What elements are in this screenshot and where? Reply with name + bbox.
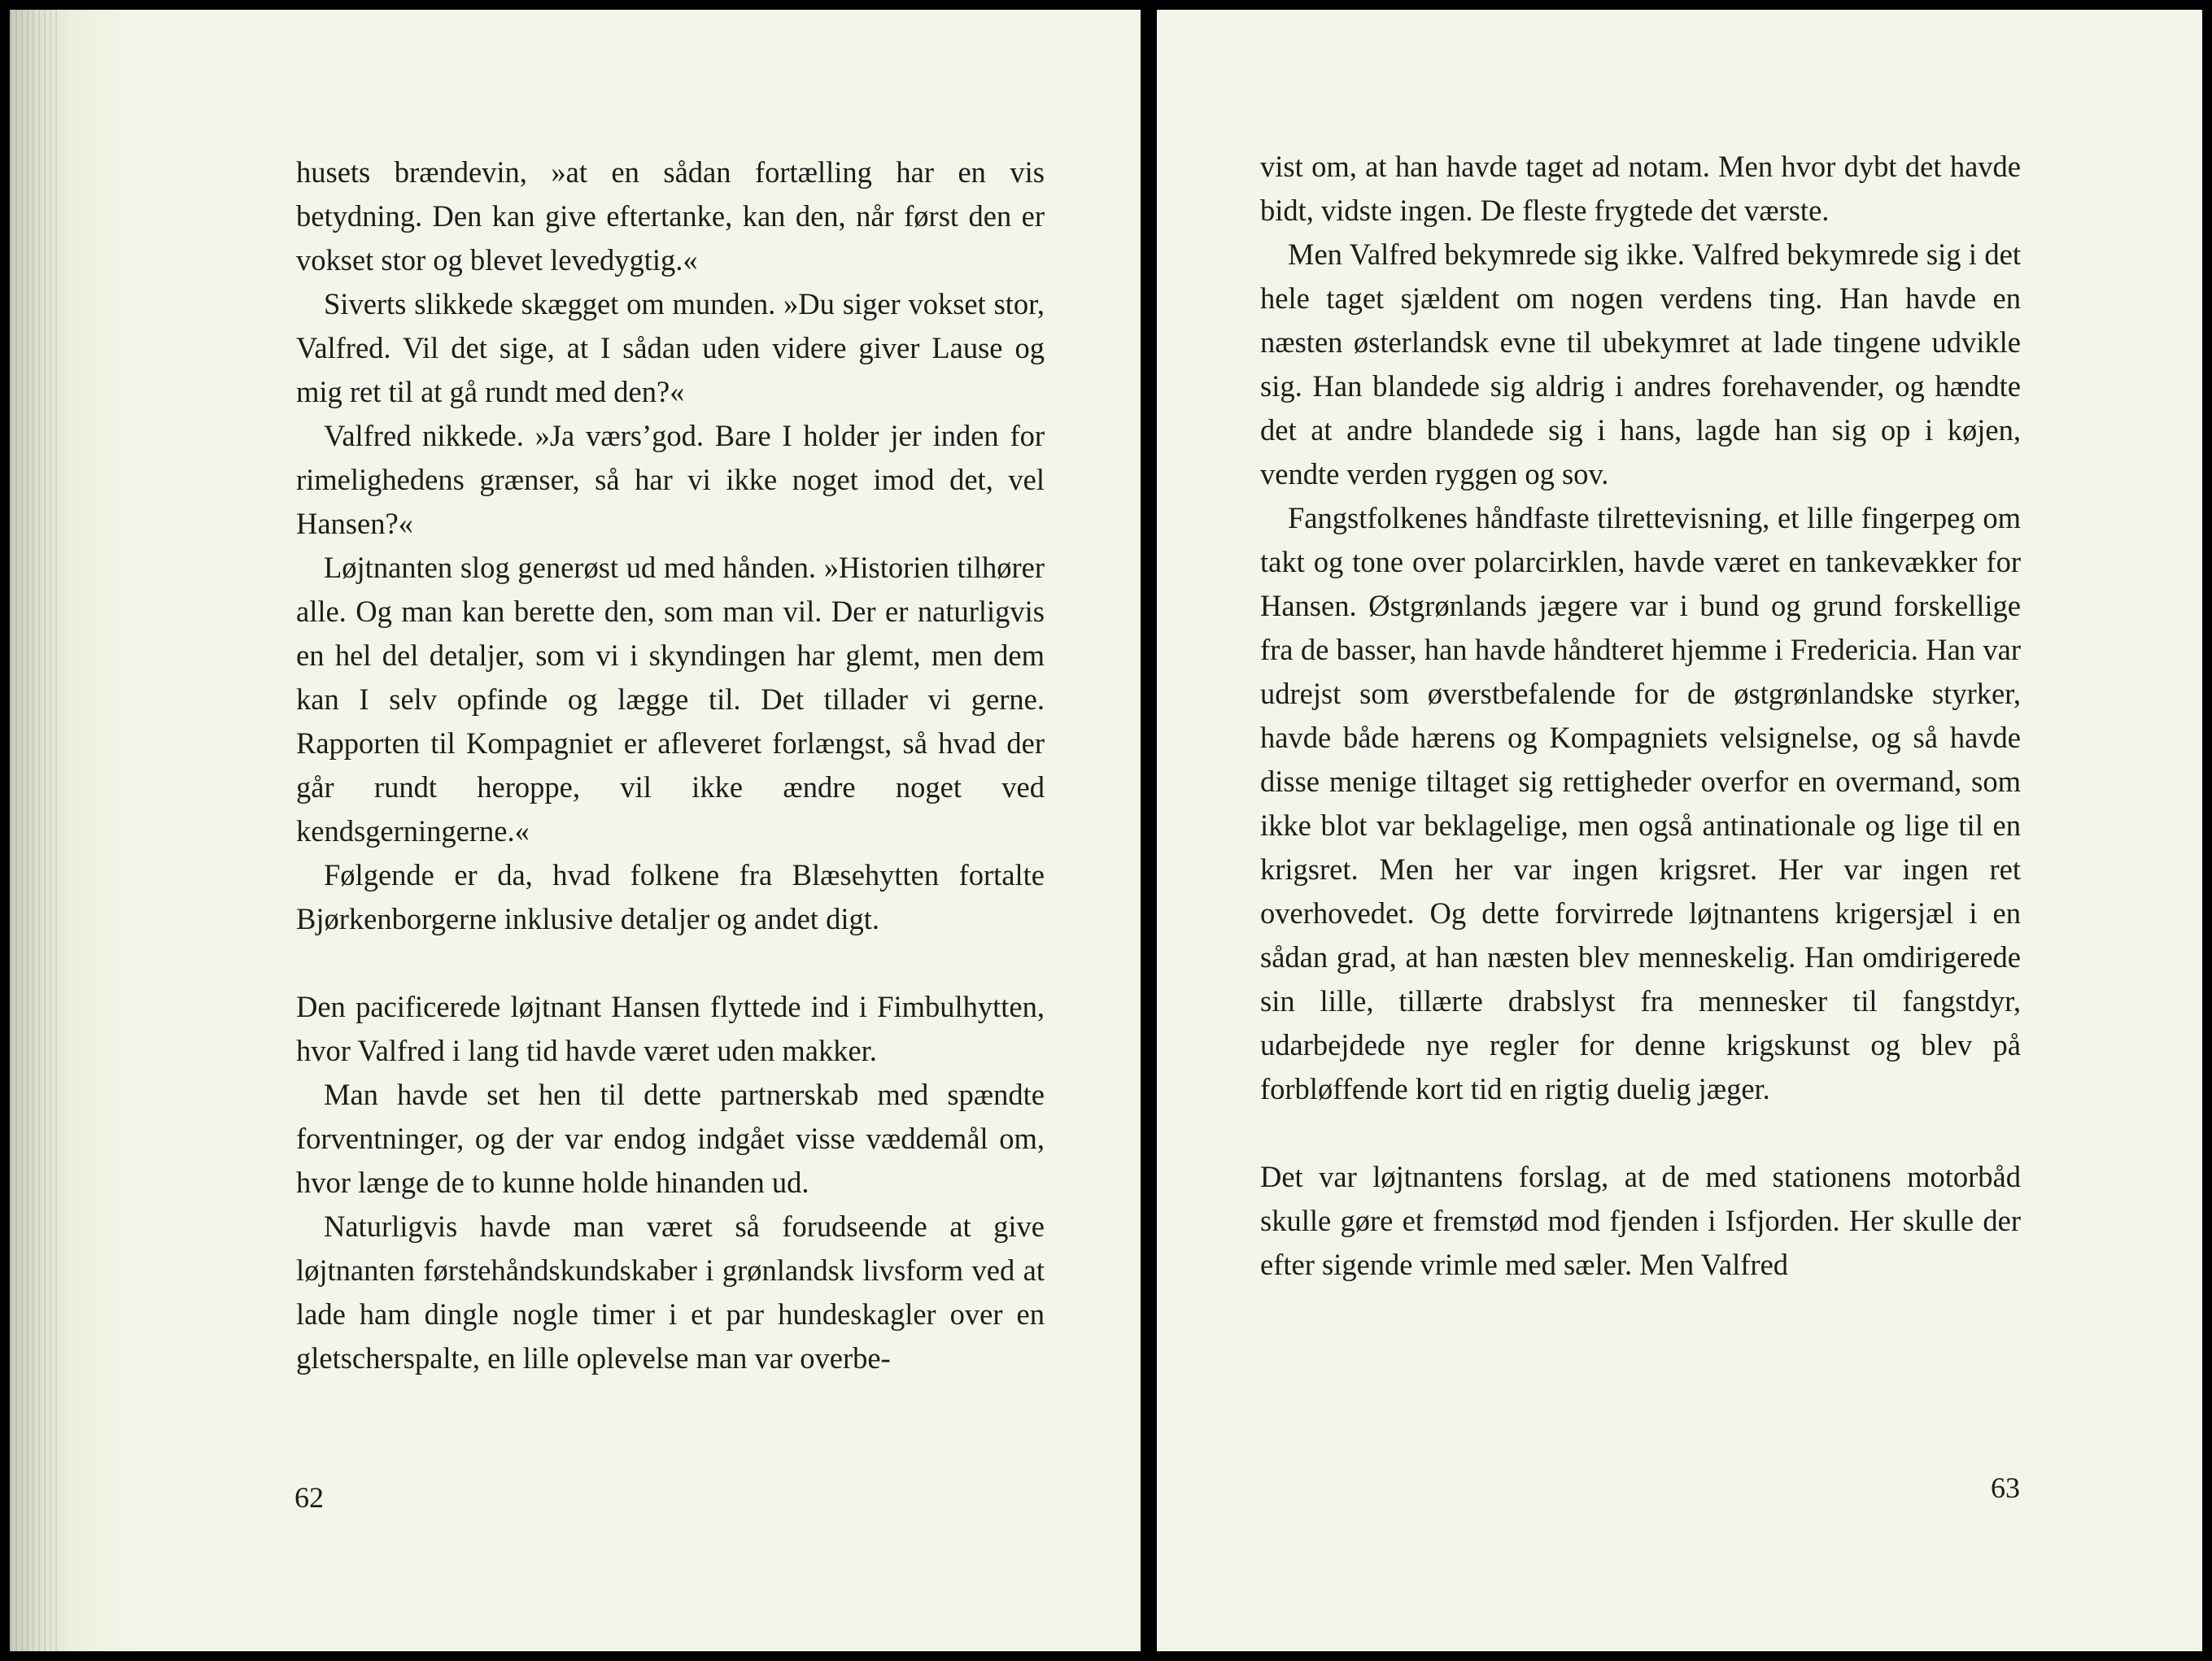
paragraph: Den pacificerede løjtnant Hansen flyttede ind i Fimbulhytten, hvor Valfred i lang tid havde været uden makker.	[296, 990, 1045, 1067]
paragraph: Man havde set hen til dette partnerskab med spændte forventninger, og der var endog indgået visse væddemål om, hvor længe de to kunne holde hinanden ud.	[296, 1078, 1045, 1199]
paragraph: Valfred nikkede. »Ja værs’god. Bare I holder jer inden for rimelighedens grænser, så har vi ikke noget imod det, vel Hansen?«	[296, 419, 1045, 540]
paragraph: Følgende er da, hvad folkene fra Blæsehytten fortalte Bjørkenborgerne inklusive detaljer og andet digt.	[296, 858, 1045, 935]
paragraph: husets brændevin, »at en sådan fortælling har en vis betydning. Den kan give eftertanke, kan den, når først den er vokset stor og blevet levedygtig.«	[296, 155, 1045, 277]
paragraph: Siverts slikkede skægget om munden. »Du siger vokset stor, Valfred. Vil det sige, at I sådan uden videre giver Lause og mig ret til at gå rundt med den?«	[296, 287, 1045, 408]
section-break	[296, 941, 1045, 985]
section-break	[1260, 1111, 2021, 1155]
right-page	[1157, 10, 2202, 1651]
paragraph: Fangstfolkenes håndfaste tilrettevisning, et lille fingerpeg om takt og tone over polarcirklen, havde været en tankevækker for Hansen. Østgrønlands jægere var i bund og grund forskellige fra de basser, han havde håndteret hjemme i Fredericia. Han var udrejst som øverstbefalende for de østgrønlandske styrker, havde både hærens og Kompagniets velsignelse, og så havde disse menige tiltaget sig rettigheder overfor en overmand, som ikke blot var beklagelige, men også antinationale og lige til en krigsret. Men her var ingen krigsret. Her var ingen ret overhovedet. Og dette forvirrede løjtnantens krigersjæl i en sådan grad, at han næsten blev menneskelig. Han omdirigerede sin lille, tillærte drabslyst fra mennesker til fangstdyr, udarbejdede nye regler for denne krigskunst og blev på forbløffende kort tid en rigtig duelig jæger.	[1260, 501, 2021, 1105]
page-number: 63	[1991, 1471, 2020, 1504]
paragraph: Løjtnanten slog generøst ud med hånden. »Historien tilhører alle. Og man kan berette den, som man vil. Der er naturligvis en hel del detaljer, som vi i skyndingen har glemt, men dem kan I selv opfinde og lægge til. Det tillader vi gerne. Rapporten til Kompagniet er afleveret forlængst, så hvad der går rundt heroppe, vil ikke ændre noget ved kendsgerningerne.«	[296, 551, 1045, 848]
left-page-text	[296, 150, 1045, 1380]
left-page	[10, 10, 1141, 1651]
page-edges	[10, 10, 59, 1651]
paragraph: Det var løjtnantens forslag, at de med stationens motorbåd skulle gøre et fremstød mod fjenden i Isfjorden. Her skulle der efter sigende vrimle med sæler. Men Valfred	[1260, 1160, 2021, 1281]
right-page-text	[1260, 145, 2021, 1287]
paragraph: vist om, at han havde taget ad notam. Men hvor dybt det havde bidt, vidste ingen. De fleste frygtede det værste.	[1260, 150, 2021, 227]
paragraph: Naturligvis havde man været så forudseende at give løjtnanten førstehåndskundskaber i grønlandsk livsform ved at lade ham dingle nogle timer i et par hundeskagler over en gletscherspalte, en lille oplevelse man var overbe-	[296, 1210, 1045, 1375]
paragraph: Men Valfred bekymrede sig ikke. Valfred bekymrede sig i det hele taget sjældent om nogen verdens ting. Han havde en næsten østerlandsk evne til ubekymret at lade tingene udvikle sig. Han blandede sig aldrig i andres forehavender, og hændte det at andre blandede sig i hans, lagde han sig op i køjen, vendte verden ryggen og sov.	[1260, 238, 2021, 490]
page-number: 62	[294, 1481, 324, 1514]
